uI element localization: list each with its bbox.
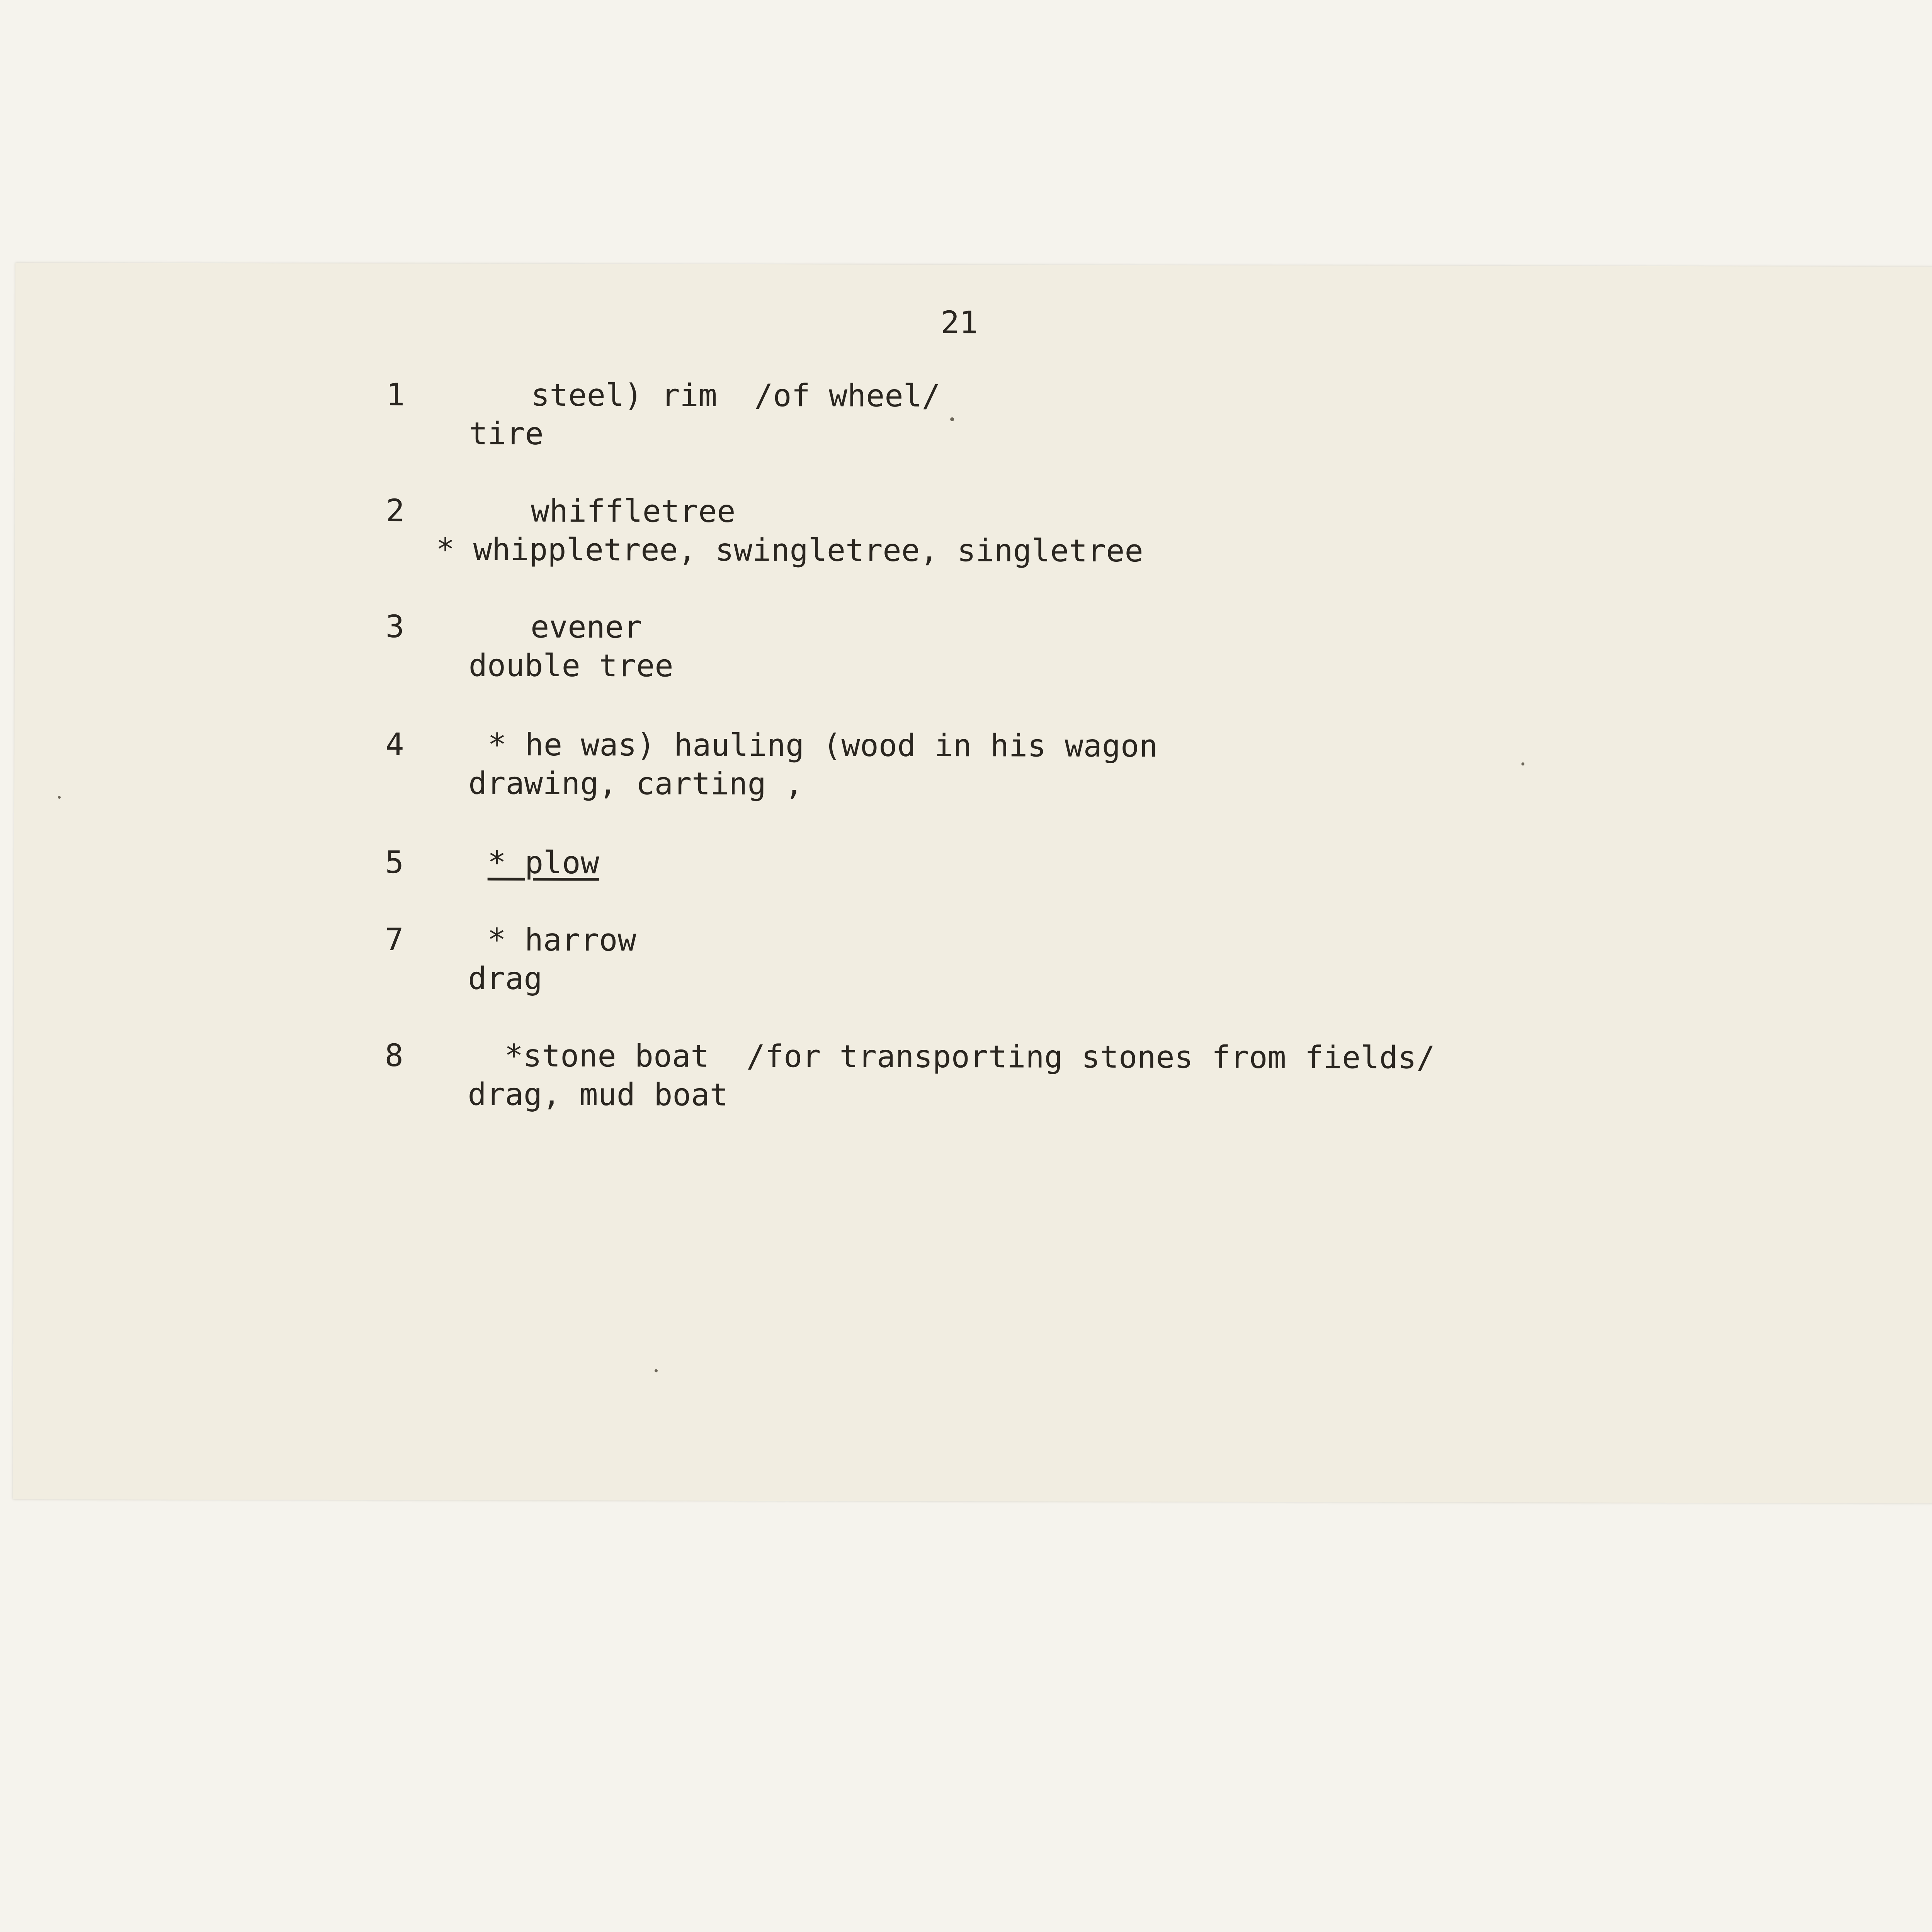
entry-number: 7 [385,922,404,958]
entry-number: 2 [386,493,405,529]
entry-variants: drag, mud boat [468,1076,728,1113]
ink-speck [950,417,954,421]
page-number: 21 [940,304,978,341]
entry-headword: * he was) hauling (wood in his wagon [488,726,1158,764]
entry-headword: * plow [487,844,599,881]
entry-headword: whiffletree [531,493,736,529]
entry-headword: evener [530,609,643,645]
entry-variants: * whippletree, swingletree, singletree [436,531,1143,569]
entry-number: 3 [385,609,405,645]
entry-variants: drawing, carting , [468,765,804,802]
entry-variants: drag [468,960,543,997]
entry-number: 5 [385,844,404,881]
entry-headword: * harrow [487,922,636,958]
entry-number: 4 [385,726,404,763]
entry-number: 1 [386,377,405,413]
ink-speck [655,1369,658,1372]
ink-speck [58,796,61,799]
typed-slip [13,263,1932,1503]
entry-number: 8 [384,1037,403,1074]
entry-variants: double tree [468,647,673,684]
entry-headword: steel) rim /of wheel/ [531,377,940,414]
ink-speck [1521,762,1524,765]
entry-headword: *stone boat /for transporting stones from fields/ [504,1037,1435,1076]
entry-variants: tire [469,415,544,452]
